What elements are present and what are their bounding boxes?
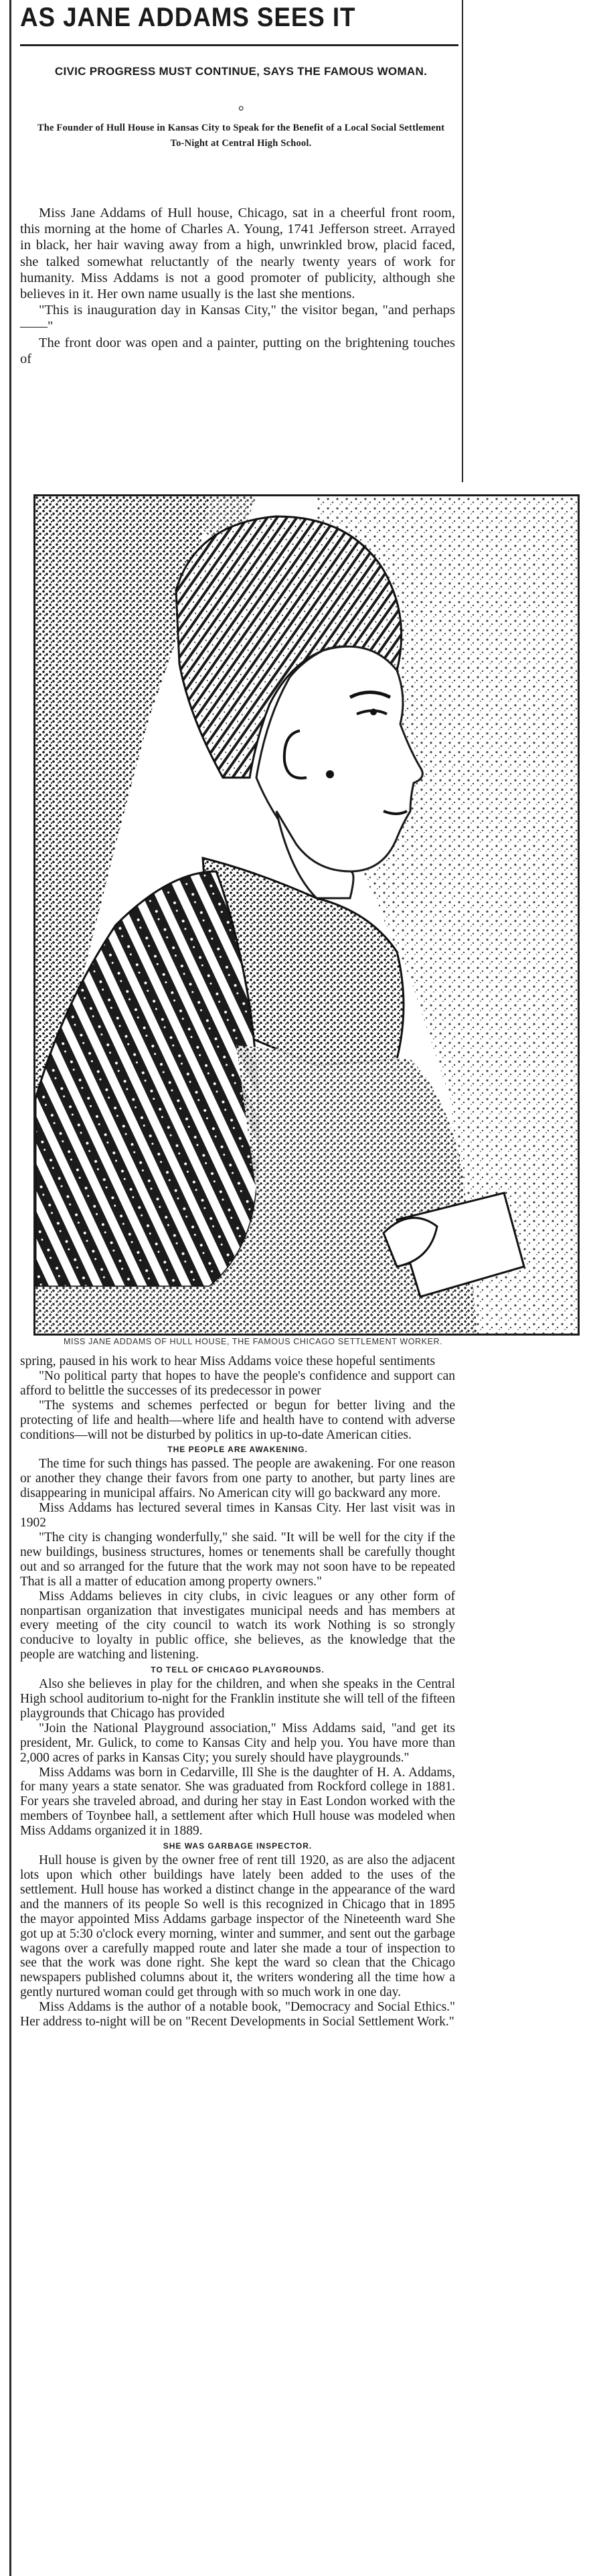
- article-body: [20, 1354, 455, 2029]
- intro-paragraph: The front door was open and a painter, putting on the brightening touches of: [20, 335, 455, 366]
- portrait-drawing: [35, 496, 578, 1334]
- deck-ornament: ⸰: [238, 102, 245, 115]
- portrait-caption: MISS JANE ADDAMS OF HULL HOUSE, THE FAMOUS CHICAGO SETTLEMENT WORKER.: [64, 1337, 443, 1346]
- subheading: THE PEOPLE ARE AWAKENING.: [167, 1445, 308, 1455]
- body-paragraph: Miss Addams was born in Cedarville, Ill She is the daughter of H. A. Addams, for many years a state senator. She was graduated from Rockford college in 1881. For years she traveled abroad, and during her stay in East London worked with the members of Toynbee hall, a settlement after which Hull house was modeled when Miss Addams organized it in 1889.: [20, 1765, 455, 1839]
- body-paragraph: Hull house is given by the owner free of rent till 1920, as are also the adjacent lots upon which other buildings have lately been added to the uses of the settlement. Hull house has worked a distinct change in the appearance of the ward and the manners of its people So well is this recognized in Chicago that in 1895 the mayor appointed Miss Addams garbage inspector of the Nineteenth ward She got up at 5:30 o'clock every morning, winter and summer, and sent out the garbage wagons over a carefully mapped route and later she made a tour of inspection to see that the work was done right. She kept the ward so clean that the Chicago newspapers published columns about it, the writers wondering all the time how a gently nurtured woman could get through with so much work in one day.: [20, 1853, 455, 2000]
- body-paragraph: The time for such things has passed. The people are awakening. For one reason or another they change their favors from one party to another, but party lines are disappearing in municipal affairs. No American city will go backward any more.: [20, 1457, 455, 1501]
- intro-paragraph: Miss Jane Addams of Hull house, Chicago, sat in a cheerful front room, this morning at the home of Charles A. Young, 1741 Jefferson street. Arrayed in black, her hair waving away from a high, unwrinkled brow, placid faced, she talked somewhat reluctantly of the nearly twenty years of work for humanity. Miss Addams is not a good promoter of publicity, although she believes in it. Her own name usually is the last she mentions.: [20, 206, 455, 302]
- headline: AS JANE ADDAMS SEES IT: [20, 3, 356, 32]
- body-paragraph: spring, paused in his work to hear Miss Addams voice these hopeful sentiments: [20, 1354, 436, 1368]
- column-rule-left: [9, 0, 11, 2576]
- body-paragraph: Miss Addams believes in city clubs, in civic leagues or any other form of nonpartisan organization that investigates municipal needs and has members at every meeting of the city council to watch its work Nothing is so strongly conducive to loyalty in public office, she believes, as the knowledge that the people are watching and listening.: [20, 1589, 455, 1662]
- body-paragraph: Miss Addams is the author of a notable book, "Democracy and Social Ethics." Her address to-night will be on "Recent Developments in Social Settlement Work.": [20, 2000, 455, 2029]
- body-paragraph: Also she believes in play for the children, and when she speaks in the Central High school auditorium to-night for the Franklin institute she will tell of the fifteen playgrounds that Chicago has provided: [20, 1677, 455, 1721]
- deck-secondary: The Founder of Hull House in Kansas City to Speak for the Benefit of a Local Social Settlement To-Night at Central High School.: [37, 123, 445, 149]
- portrait-illustration: [33, 494, 580, 1336]
- body-paragraph: "The city is changing wonderfully," she said. "It will be well for the city if the new buildings, business structures, homes or tenements shall be carefully thought out and so arranged for the future that the work may not soon have to be repeated That is all a matter of education among property owners.": [20, 1530, 455, 1589]
- column-rule-right: [462, 0, 463, 482]
- deck-primary: CIVIC PROGRESS MUST CONTINUE, SAYS THE FAMOUS WOMAN.: [54, 65, 428, 78]
- body-paragraph: Miss Addams has lectured several times in Kansas City. Her last visit was in 1902: [20, 1501, 455, 1530]
- body-paragraph: "Join the National Playground association," Miss Addams said, "and get its president, Mr. Gulick, to come to Kansas City and help you. You have more than 2,000 acres of parks in Kansas City; you surely should have playgrounds.": [20, 1721, 455, 1765]
- subheading: SHE WAS GARBAGE INSPECTOR.: [163, 1841, 313, 1851]
- intro-text: [20, 205, 455, 367]
- headline-rule: [20, 44, 458, 46]
- body-paragraph: "No political party that hopes to have the people's confidence and support can afford to belittle the successes of its predecessor in power: [20, 1368, 455, 1398]
- subheading: TO TELL OF CHICAGO PLAYGROUNDS.: [151, 1665, 325, 1675]
- body-paragraph: "The systems and schemes perfected or begun for better living and the protecting of life and health—where life and health have to contend with adverse conditions—will not be disturbed by politics in up-to-date American cities.: [20, 1398, 455, 1442]
- intro-paragraph: "This is inauguration day in Kansas City," the visitor began, "and perhaps——": [20, 303, 455, 334]
